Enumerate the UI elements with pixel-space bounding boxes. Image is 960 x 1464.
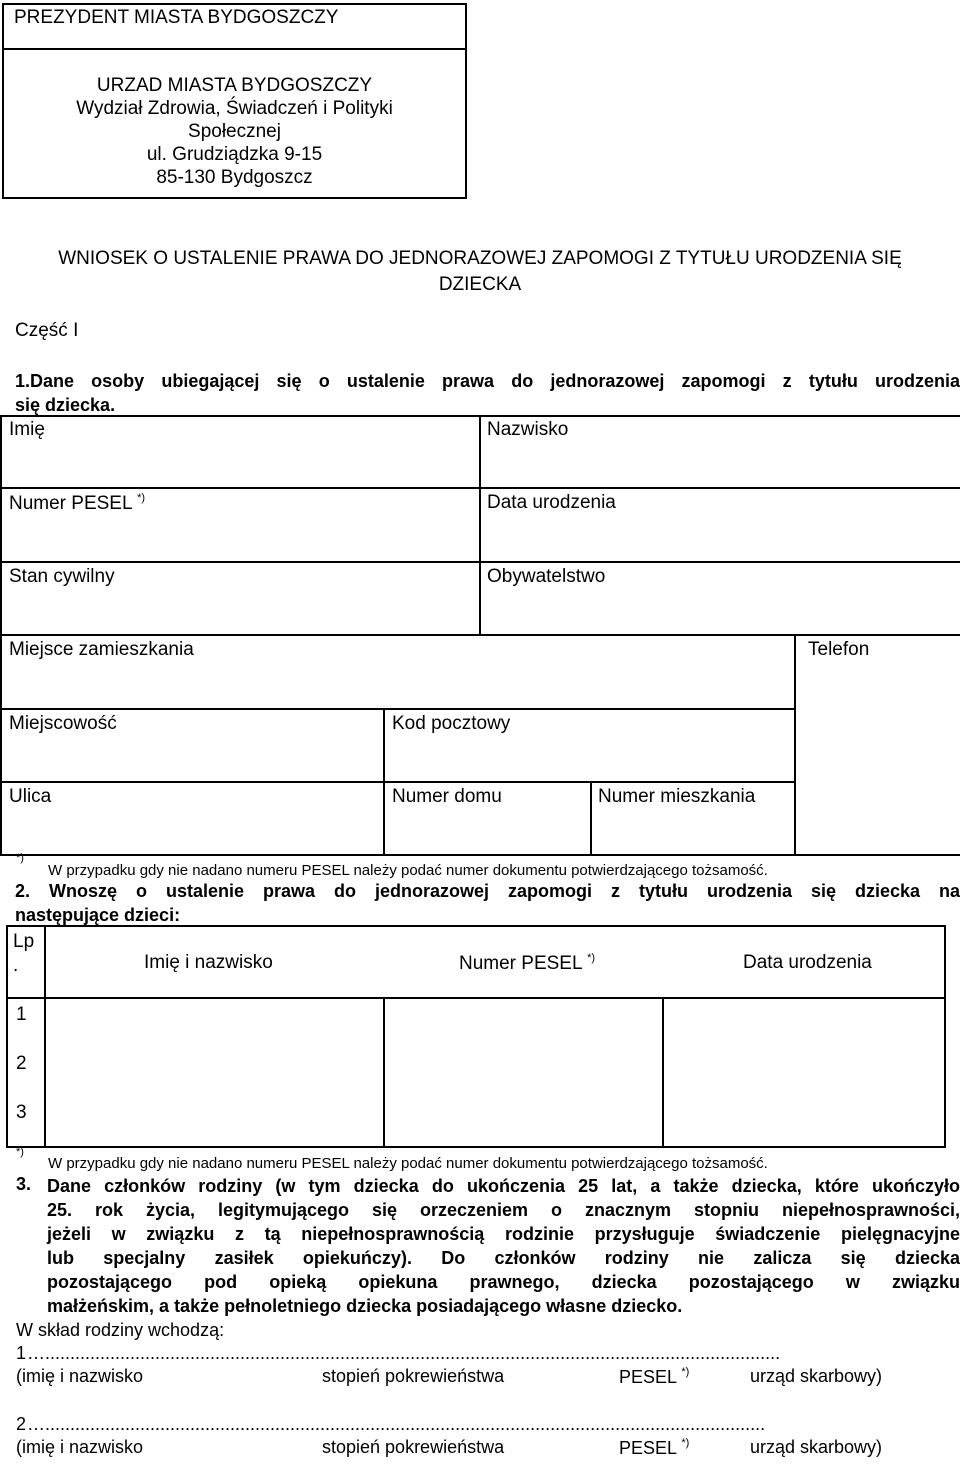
form-title-line: WNIOSEK O USTALENIE PRAWA DO JEDNORAZOWEJ ZAPOMOGI Z TYTUŁU URODZENIA SIĘ bbox=[58, 248, 902, 269]
table-border bbox=[6, 997, 946, 999]
row-number: 1 bbox=[16, 1004, 27, 1025]
field-street: Ulica bbox=[9, 786, 52, 807]
column-pesel-label: Numer PESEL bbox=[459, 953, 582, 974]
field-pesel bbox=[9, 492, 145, 515]
column-pesel bbox=[459, 952, 595, 975]
member-number: 2 bbox=[16, 1414, 27, 1434]
office-line: Wydział Zdrowia, Świadczeń i Polityki bbox=[76, 98, 393, 119]
section1-heading-line: 1.Dane osoby ubiegającej się o ustalenie prawa do jednorazowej zapomogi z tytułu urodzenia bbox=[15, 371, 960, 391]
field-phone: Telefon bbox=[808, 639, 870, 660]
field-first-name: Imię bbox=[9, 419, 45, 440]
footnote-mark: *) bbox=[587, 952, 596, 964]
table-border bbox=[383, 997, 385, 1148]
table-border bbox=[0, 708, 795, 710]
section3-heading-line: jeżeli w związku z tą niepełnosprawnością rodzinie przysługuje świadczenie pielęgnacyjne bbox=[47, 1224, 960, 1244]
column-birth-date: Data urodzenia bbox=[743, 952, 872, 973]
table-border bbox=[590, 781, 592, 856]
field-marital-status: Stan cywilny bbox=[9, 566, 115, 587]
field-residence: Miejsce zamieszkania bbox=[9, 639, 194, 660]
member-label-tax-office: urząd skarbowy) bbox=[750, 1437, 883, 1457]
column-lp bbox=[13, 930, 34, 978]
table-border bbox=[479, 415, 481, 636]
header-divider bbox=[2, 48, 467, 50]
member-label-name: (imię i nazwisko bbox=[16, 1366, 144, 1386]
footnote-mark: *) bbox=[681, 1366, 690, 1378]
member-label-pesel-text: PESEL bbox=[619, 1438, 677, 1458]
row-number: 2 bbox=[16, 1053, 27, 1074]
footnote-mark: *) bbox=[16, 852, 24, 864]
field-city: Miejscowość bbox=[9, 713, 117, 734]
section2-heading bbox=[15, 879, 960, 927]
footnote-mark: *) bbox=[137, 492, 146, 504]
footnote-text: W przypadku gdy nie nadano numeru PESEL należy podać numer dokumentu potwierdzającego tożsamość. bbox=[48, 862, 768, 879]
footnote-text: W przypadku gdy nie nadano numeru PESEL należy podać numer dokumentu potwierdzającego tożsamość. bbox=[48, 1155, 768, 1172]
footnote-mark: *) bbox=[681, 1437, 690, 1449]
table-border bbox=[662, 997, 664, 1148]
section1-heading bbox=[15, 369, 960, 417]
office-address bbox=[2, 74, 467, 189]
section3-number: 3. bbox=[16, 1174, 32, 1194]
table-border bbox=[794, 634, 796, 856]
section1-heading-line: się dziecka. bbox=[15, 395, 116, 415]
section2-heading-line: 2. Wnoszę o ustalenie prawa do jednorazowej zapomogi z tytułu urodzenia się dziecka na bbox=[15, 881, 960, 901]
section3-heading bbox=[47, 1174, 960, 1318]
member-label-pesel-text: PESEL bbox=[619, 1367, 677, 1387]
table-border bbox=[383, 708, 385, 856]
header-title: PREZYDENT MIASTA BYDGOSZCZY bbox=[14, 7, 339, 28]
field-last-name: Nazwisko bbox=[487, 419, 569, 440]
section2-heading-line: następujące dzieci: bbox=[15, 905, 181, 925]
field-postal-code: Kod pocztowy bbox=[392, 713, 511, 734]
family-intro: W skład rodziny wchodzą: bbox=[16, 1320, 225, 1340]
field-apartment-number: Numer mieszkania bbox=[598, 786, 756, 807]
column-lp-line: . bbox=[13, 955, 19, 976]
member-label-pesel bbox=[619, 1437, 689, 1459]
row-number: 3 bbox=[16, 1102, 27, 1123]
table-border bbox=[44, 925, 46, 1148]
member-label-tax-office: urząd skarbowy) bbox=[750, 1366, 883, 1386]
section3-heading-line: pozostającego pod opieką opiekuna prawnego, dziecka pozostającego w związku bbox=[47, 1272, 960, 1292]
column-lp-line: Lp bbox=[13, 931, 35, 952]
part-label: Część I bbox=[15, 320, 79, 341]
member-label-relation: stopień pokrewieństwa bbox=[322, 1437, 505, 1457]
table-border bbox=[0, 415, 2, 856]
section3-heading-line: małżeńskim, a także pełnoletniego dziecka posiadającego własne dziecko. bbox=[47, 1296, 683, 1316]
office-line: Społecznej bbox=[188, 121, 281, 142]
form-title bbox=[0, 246, 960, 298]
member-entry-line[interactable]: …................................................................................................................................................ bbox=[27, 1414, 766, 1434]
field-house-number: Numer domu bbox=[392, 786, 502, 807]
section3-heading-line: Dane członków rodziny (w tym dziecka do ukończenia 25 lat, a także dziecka, które ukończyło bbox=[47, 1176, 960, 1196]
member-label-relation: stopień pokrewieństwa bbox=[322, 1366, 505, 1386]
table-border bbox=[0, 854, 960, 856]
office-line: 85-130 Bydgoszcz bbox=[156, 167, 313, 188]
member-entry-line[interactable]: …................................................................................................................................................... bbox=[27, 1343, 781, 1363]
section3-heading-line: lub specjalny zasiłek opiekuńczy). Do członków rodziny nie zalicza się dziecka bbox=[47, 1248, 960, 1268]
field-pesel-label: Numer PESEL bbox=[9, 493, 132, 514]
footnote-mark: *) bbox=[16, 1146, 24, 1158]
member-number: 1 bbox=[16, 1343, 27, 1363]
field-birth-date: Data urodzenia bbox=[487, 492, 616, 513]
field-citizenship: Obywatelstwo bbox=[487, 566, 606, 587]
member-label-pesel bbox=[619, 1366, 689, 1388]
form-title-line: DZIECKA bbox=[438, 274, 522, 295]
column-name: Imię i nazwisko bbox=[144, 952, 273, 973]
section3-heading-line: 25. rok życia, legitymującego się orzeczeniem o znacznym stopniu niepełnosprawności, bbox=[47, 1200, 960, 1220]
office-line: ul. Grudziądzka 9-15 bbox=[146, 144, 323, 165]
table-border bbox=[0, 781, 795, 783]
member-label-name: (imię i nazwisko bbox=[16, 1437, 144, 1457]
office-line: URZAD MIASTA BYDGOSZCZY bbox=[96, 75, 373, 96]
